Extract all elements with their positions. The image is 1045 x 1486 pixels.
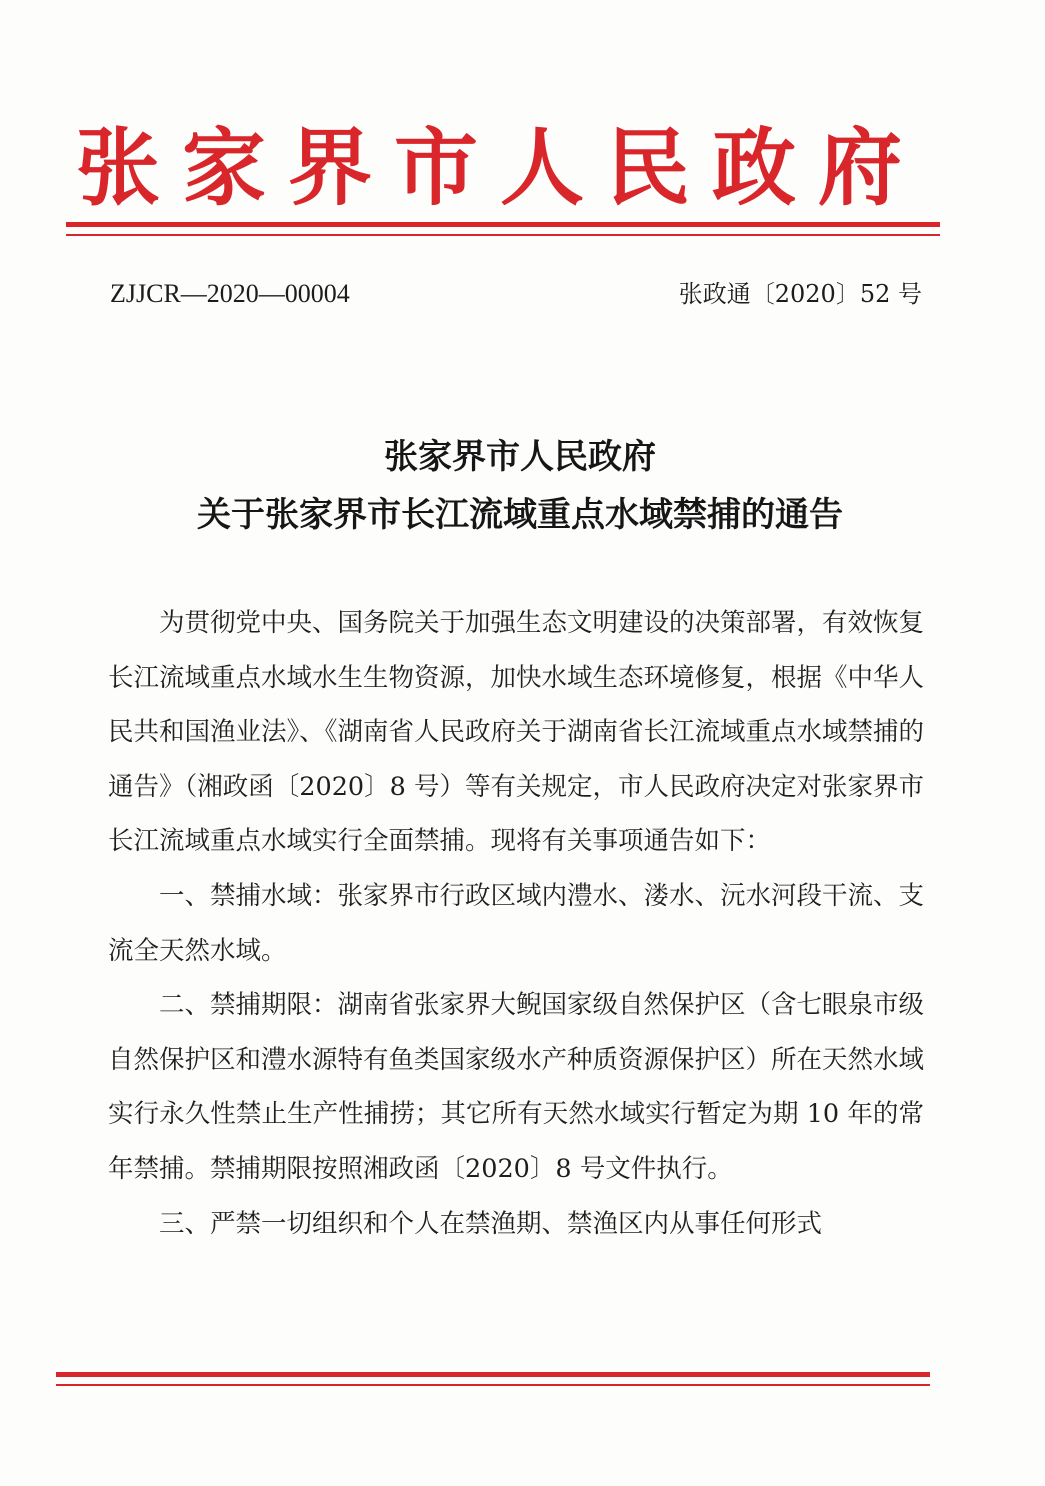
body-paragraph-item-1: 一、禁捕水域：张家界市行政区域内澧水、溇水、沅水河段干流、支流全天然水域。 bbox=[108, 880, 925, 966]
document-codes-row bbox=[110, 274, 922, 314]
body-paragraph-intro: 为贯彻党中央、国务院关于加强生态文明建设的决策部署，有效恢复长江流域重点水域水生生物资源，加快水域生态环境修复，根据《中华人民共和国渔业法》、《湖南省人民政府关于湖南省长江流域重点水域禁捕的通告》（湘政函〔2020〕8 号）等有关规定，市人民政府决定对张家界市长江流域重点水域实行全面禁捕。现将有关事项通告如下： bbox=[108, 608, 925, 857]
document-number: 张政通〔2020〕52 号 bbox=[678, 280, 922, 308]
footer-red-rule-thin bbox=[56, 1384, 930, 1386]
notice-title-line-2: 关于张家界市长江流域重点水域禁捕的通告 bbox=[197, 495, 843, 535]
notice-body bbox=[108, 596, 924, 1251]
notice-title-line-1: 张家界市人民政府 bbox=[384, 437, 656, 477]
footer-red-rule-thick bbox=[56, 1372, 930, 1377]
body-paragraph-item-3: 三、严禁一切组织和个人在禁渔期、禁渔区内从事任何形式 bbox=[159, 1208, 823, 1239]
notice-title bbox=[60, 428, 980, 544]
body-paragraph-item-2: 二、禁捕期限：湖南省张家界大鲵国家级自然保护区（含七眼泉市级自然保护区和澧水源特有鱼类国家级水产种质资源保护区）所在天然水域实行永久性禁止生产性捕捞；其它所有天然水域实行暂定为期 10 年的常年禁捕。禁捕期限按照湘政函〔2020〕8 号文件执行。 bbox=[108, 990, 925, 1184]
registration-number: ZJJCR—2020—00004 bbox=[110, 279, 350, 308]
issuer-letterhead: 张家界市人民政府 bbox=[75, 118, 924, 217]
letterhead-red-rule-thin bbox=[66, 234, 940, 236]
letterhead-red-rule-thick bbox=[66, 222, 940, 227]
